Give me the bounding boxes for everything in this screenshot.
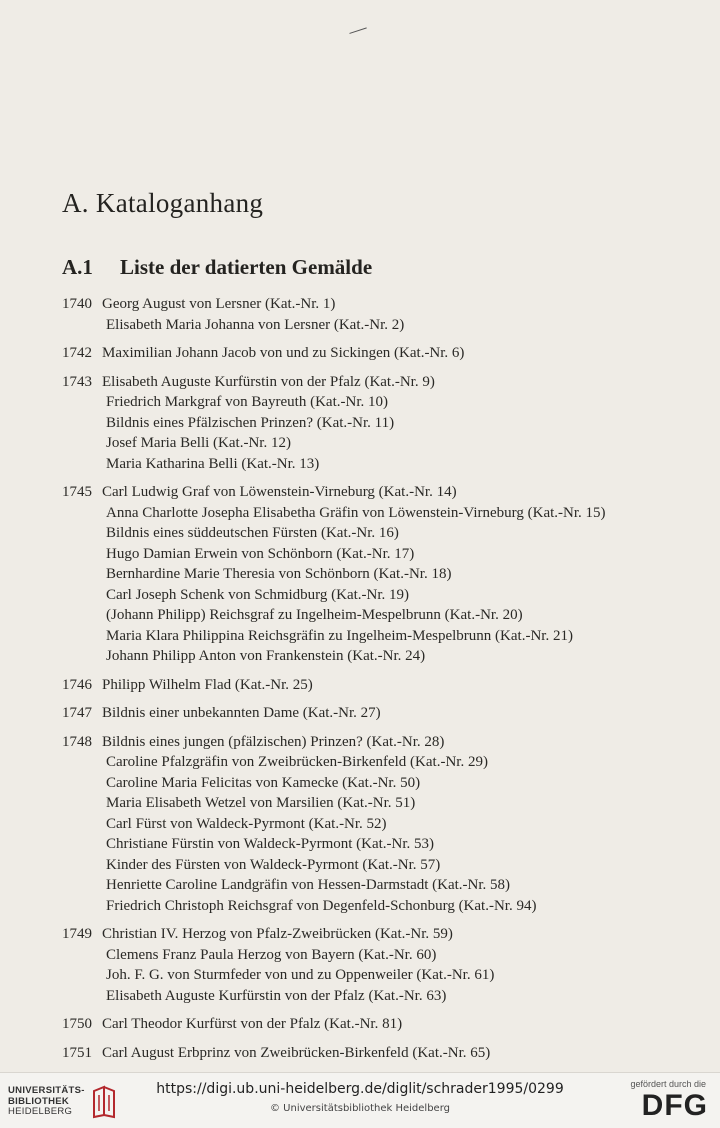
- painting-entry: Philipp Wilhelm Flad (Kat.-Nr. 25): [102, 676, 313, 693]
- dated-paintings-list: [62, 294, 662, 1071]
- entry-year: 1750: [62, 1016, 92, 1032]
- painting-entry: Caroline Maria Felicitas von Kamecke (Kat.-Nr. 50): [106, 774, 421, 791]
- year-group: [62, 924, 662, 1006]
- painting-entry: Elisabeth Maria Johanna von Lersner (Kat.-Nr. 2): [106, 316, 405, 333]
- entry-year: 1748: [62, 733, 92, 750]
- entry-year: 1742: [62, 345, 92, 361]
- painting-entry: Johann Philipp Anton von Frankenstein (Kat.-Nr. 24): [106, 648, 426, 664]
- year-group: [62, 372, 662, 475]
- year-group: [62, 675, 662, 696]
- entry-items: [102, 1043, 662, 1064]
- copyright-text: © Universitätsbibliothek Heidelberg: [269, 1103, 450, 1114]
- page-url-link[interactable]: https://digi.ub.uni-heidelberg.de/diglit/schrader1995/0299: [156, 1081, 564, 1097]
- logo-line-3: HEIDELBERG: [8, 1106, 73, 1118]
- logo-line-2: BIBLIOTHEK: [8, 1095, 70, 1107]
- painting-entry: Carl Theodor Kurfürst von der Pfalz (Kat.-Nr. 81): [102, 1016, 403, 1032]
- painting-entry: Georg August von Lersner (Kat.-Nr. 1): [102, 296, 336, 312]
- pen-mark: [349, 27, 368, 39]
- entry-year: 1745: [62, 484, 92, 500]
- painting-entry: Josef Maria Belli (Kat.-Nr. 12): [106, 435, 291, 451]
- painting-entry: Maria Katharina Belli (Kat.-Nr. 13): [106, 455, 320, 472]
- painting-entry: Carl Ludwig Graf von Löwenstein-Virneburg (Kat.-Nr. 14): [102, 484, 457, 500]
- section-heading: [62, 255, 372, 280]
- painting-entry: Friedrich Markgraf von Bayreuth (Kat.-Nr. 10): [106, 394, 388, 410]
- entry-year: 1743: [62, 373, 92, 390]
- painting-entry: Bildnis eines jungen (pfälzischen) Prinzen? (Kat.-Nr. 28): [102, 733, 445, 750]
- entry-items: [102, 924, 662, 1006]
- painting-entry: Carl Joseph Schenk von Schmidburg (Kat.-Nr. 19): [106, 586, 410, 603]
- section-number: A.1: [62, 255, 93, 279]
- year-group: [62, 482, 662, 667]
- year-group: [62, 1014, 662, 1035]
- year-group: [62, 703, 662, 724]
- entry-year: 1749: [62, 926, 92, 942]
- painting-entry: Hugo Damian Erwein von Schönborn (Kat.-Nr. 17): [106, 545, 415, 562]
- painting-entry: (Johann Philipp) Reichsgraf zu Ingelheim-Mespelbrunn (Kat.-Nr. 20): [106, 607, 523, 623]
- painting-entry: Maria Klara Philippina Reichsgräfin zu Ingelheim-Mespelbrunn (Kat.-Nr. 21): [106, 627, 573, 644]
- entry-items: [102, 1014, 662, 1035]
- entry-year: 1746: [62, 676, 92, 693]
- painting-entry: Elisabeth Auguste Kurfürstin von der Pfalz (Kat.-Nr. 63): [106, 987, 447, 1004]
- painting-entry: Anna Charlotte Josepha Elisabetha Gräfin von Löwenstein-Virneburg (Kat.-Nr. 15): [106, 504, 606, 521]
- painting-entry: Carl Fürst von Waldeck-Pyrmont (Kat.-Nr. 52): [106, 815, 387, 832]
- painting-entry: Maria Elisabeth Wetzel von Marsilien (Kat.-Nr. 51): [106, 795, 416, 811]
- entry-items: [102, 294, 662, 335]
- painting-entry: Bildnis eines Pfälzischen Prinzen? (Kat.-Nr. 11): [106, 414, 395, 431]
- entry-year: 1740: [62, 296, 92, 312]
- year-group: [62, 343, 662, 364]
- painting-entry: Bildnis eines süddeutschen Fürsten (Kat.-Nr. 16): [106, 525, 399, 541]
- chapter-title: A. Kataloganhang: [62, 188, 264, 218]
- entry-items: [102, 703, 662, 724]
- painting-entry: Henriette Caroline Landgräfin von Hessen-Darmstadt (Kat.-Nr. 58): [106, 877, 511, 893]
- entry-items: [102, 732, 662, 917]
- painting-entry: Joh. F. G. von Sturmfeder von und zu Oppenweiler (Kat.-Nr. 61): [106, 967, 495, 983]
- entry-items: [102, 675, 662, 696]
- year-group: [62, 294, 662, 335]
- painting-entry: Maximilian Johann Jacob von und zu Sickingen (Kat.-Nr. 6): [102, 345, 465, 361]
- entry-items: [102, 343, 662, 364]
- painting-entry: Christian IV. Herzog von Pfalz-Zweibrücken (Kat.-Nr. 59): [102, 926, 453, 942]
- painting-entry: Clemens Franz Paula Herzog von Bayern (Kat.-Nr. 60): [106, 946, 437, 963]
- section-title: Liste der datierten Gemälde: [120, 255, 373, 279]
- footer-bar: [0, 1072, 720, 1128]
- painting-entry: Elisabeth Auguste Kurfürstin von der Pfalz (Kat.-Nr. 9): [102, 373, 435, 390]
- painting-entry: Bildnis einer unbekannten Dame (Kat.-Nr. 27): [102, 705, 381, 721]
- year-group: [62, 1043, 662, 1064]
- painting-entry: Kinder des Fürsten von Waldeck-Pyrmont (Kat.-Nr. 57): [106, 856, 441, 873]
- painting-entry: Christiane Fürstin von Waldeck-Pyrmont (Kat.-Nr. 53): [106, 836, 435, 852]
- entry-items: [102, 372, 662, 475]
- entry-year: 1747: [62, 705, 92, 721]
- logo-line-1: UNIVERSITÄTS-: [8, 1085, 85, 1097]
- painting-entry: Friedrich Christoph Reichsgraf von Degenfeld-Schonburg (Kat.-Nr. 94): [106, 897, 537, 914]
- dfg-logo[interactable]: DFG: [641, 1089, 708, 1122]
- funding-caption: gefördert durch die: [630, 1079, 706, 1089]
- entry-year: 1751: [62, 1044, 92, 1061]
- painting-entry: Caroline Pfalzgräfin von Zweibrücken-Birkenfeld (Kat.-Nr. 29): [106, 754, 488, 770]
- painting-entry: Bernhardine Marie Theresia von Schönborn (Kat.-Nr. 18): [106, 566, 452, 582]
- painting-entry: Carl August Erbprinz von Zweibrücken-Birkenfeld (Kat.-Nr. 65): [102, 1044, 491, 1061]
- entry-items: [102, 482, 662, 667]
- year-group: [62, 732, 662, 917]
